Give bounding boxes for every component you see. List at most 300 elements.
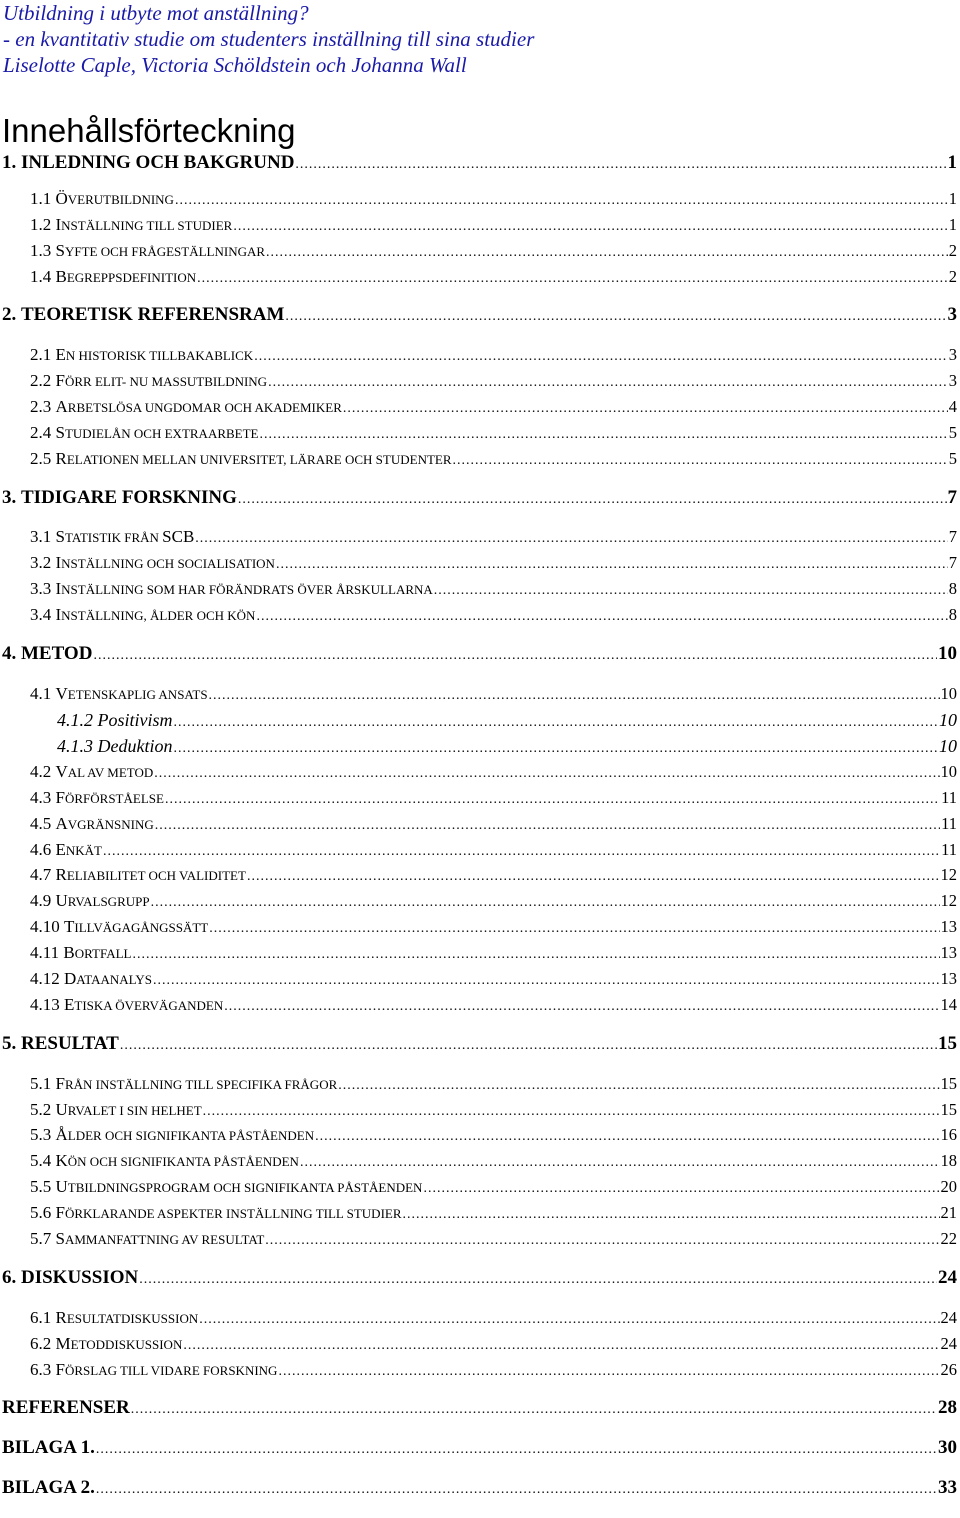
toc-entry-page: 18 xyxy=(940,1151,957,1170)
toc-entry-title xyxy=(30,812,154,837)
dot-leader xyxy=(403,1203,940,1227)
toc-entry-label: ÖN OCH SIGNIFIKANTA PÅSTÅENDEN xyxy=(67,1154,299,1169)
toc-entry[interactable] xyxy=(30,1306,957,1330)
dot-leader xyxy=(233,215,947,239)
dot-leader xyxy=(338,1074,939,1098)
toc-entry[interactable] xyxy=(2,642,957,666)
toc-entry-title xyxy=(57,708,173,732)
toc-entry-label: INLEDNING OCH BAKGRUND xyxy=(21,152,295,173)
toc-entry-title xyxy=(2,303,284,327)
toc-entry-number: 4.1.3 xyxy=(57,736,98,756)
toc-entry-initial: S xyxy=(55,241,65,260)
toc-entry-label: REFERENSER xyxy=(2,1397,130,1418)
dot-leader xyxy=(195,527,947,551)
toc-entry-number: 4.2 xyxy=(30,762,56,781)
toc-entry-initial: V xyxy=(55,762,68,781)
toc-entry-title xyxy=(30,447,452,472)
toc-entry-title xyxy=(30,760,153,785)
toc-entry-page: 11 xyxy=(941,788,957,807)
toc-entry-number: 1.1 xyxy=(30,189,56,208)
dot-leader xyxy=(165,788,940,812)
toc-entry-page: 16 xyxy=(940,1125,957,1144)
toc-entry[interactable] xyxy=(30,447,957,471)
toc-entry-title xyxy=(30,525,194,550)
toc-entry[interactable] xyxy=(30,1072,957,1096)
dot-leader xyxy=(183,1334,939,1358)
toc-entry-page: 5 xyxy=(948,449,957,468)
toc-entry-number: 1.4 xyxy=(30,267,56,286)
toc-entry-initial: F xyxy=(55,371,65,390)
toc-entry-title xyxy=(30,1123,314,1148)
dot-leader xyxy=(278,1360,939,1384)
toc-entry-title xyxy=(30,551,275,576)
toc-entry[interactable] xyxy=(30,369,957,393)
dot-leader xyxy=(254,345,948,369)
toc-entry-initial: M xyxy=(55,1334,71,1353)
toc-entry-number: 6.3 xyxy=(30,1360,56,1379)
toc-entry-page: 2 xyxy=(948,267,957,286)
toc-entry-initial: R xyxy=(55,449,67,468)
toc-entry-label: TBILDNINGSPROGRAM OCH SIGNIFIKANTA PÅSTÅENDEN xyxy=(67,1180,423,1195)
toc-entry-number: 4.5 xyxy=(30,814,56,833)
toc-entry-number: 4.1 xyxy=(30,684,56,703)
toc-entry-page: 7 xyxy=(948,527,957,546)
toc-entry-label: DISKUSSION xyxy=(21,1267,139,1288)
dot-leader xyxy=(434,579,948,603)
toc-entry-page: 22 xyxy=(940,1229,957,1248)
toc-entry-label: ELATIONEN MELLAN UNIVERSITET, LÄRARE OCH STUDENTER xyxy=(66,452,452,467)
toc-entry[interactable] xyxy=(30,1201,957,1225)
toc-entry-label: ORTFALL xyxy=(74,946,132,961)
toc-entry-page: 2 xyxy=(948,241,957,260)
toc-entry[interactable] xyxy=(30,603,957,627)
toc-title: Innehållsförteckning xyxy=(2,112,296,149)
toc-entry-page: 26 xyxy=(940,1360,957,1379)
toc-entry-number: 5.5 xyxy=(30,1177,56,1196)
toc-entry-title xyxy=(30,187,174,212)
toc-entry-label: TATISTIK FRÅN xyxy=(64,530,163,545)
dot-leader xyxy=(173,737,938,761)
toc-entry-label: ÖRKLARANDE ASPEKTER INSTÄLLNING TILL STUDIER xyxy=(64,1206,402,1221)
toc-entry-title xyxy=(2,486,237,510)
toc-entry-page: 24 xyxy=(940,1334,957,1353)
toc-entry-number: 5.2 xyxy=(30,1100,56,1119)
toc-entry-page: 11 xyxy=(941,840,957,859)
toc-entry-page: 10 xyxy=(938,643,957,664)
toc-entry[interactable] xyxy=(30,967,957,991)
toc-entry[interactable] xyxy=(30,760,957,784)
toc-entry[interactable] xyxy=(30,1227,957,1251)
toc-entry-label: TEORETISK REFERENSRAM xyxy=(21,304,285,325)
toc-entry-number: 4.12 xyxy=(30,969,64,988)
toc-entry-page: 15 xyxy=(940,1100,957,1119)
toc-entry-page: 8 xyxy=(948,579,957,598)
toc-entry-page: 13 xyxy=(940,943,957,962)
toc-entry-page: 10 xyxy=(940,684,957,703)
toc-entry-label: N HISTORISK TILLBAKABLICK xyxy=(65,348,254,363)
toc-entry-number: 1. xyxy=(2,152,21,173)
dot-leader xyxy=(256,605,947,629)
toc-entry[interactable] xyxy=(30,915,957,939)
dot-leader xyxy=(209,917,939,941)
toc-entry-number: 1.3 xyxy=(30,241,56,260)
toc-entry-label: TIDIGARE FORSKNING xyxy=(21,487,237,508)
toc-entry-label: NKÄT xyxy=(65,843,102,858)
toc-entry-label: VGRÄNSNING xyxy=(67,817,154,832)
toc-entry[interactable] xyxy=(30,1175,957,1199)
toc-entry-label: AMMANFATTNING AV RESULTAT xyxy=(64,1232,265,1247)
toc-entry[interactable] xyxy=(30,838,957,862)
toc-entry[interactable] xyxy=(30,187,957,211)
toc-entry-initial: S xyxy=(55,423,65,442)
toc-entry-title xyxy=(30,863,246,888)
toc-entry-label: ESULTATDISKUSSION xyxy=(66,1311,199,1326)
toc-entry-initial: S xyxy=(55,1229,65,1248)
toc-entry-initial: F xyxy=(55,1203,65,1222)
toc-entry-title xyxy=(30,1306,198,1331)
dot-leader xyxy=(132,943,939,967)
header-authors: Liselotte Caple, Victoria Schöldstein och Johanna Wall xyxy=(3,53,467,77)
toc-entry-page: 20 xyxy=(940,1177,957,1196)
toc-entry-title xyxy=(30,941,131,966)
toc-entry-initial: B xyxy=(55,267,67,286)
toc-entry-page: 13 xyxy=(940,917,957,936)
toc-entry[interactable] xyxy=(30,1098,957,1122)
toc-entry-number: 4.7 xyxy=(30,865,56,884)
toc-entry-title xyxy=(30,395,342,420)
dot-leader xyxy=(224,995,939,1019)
toc-entry[interactable] xyxy=(2,1032,957,1056)
toc-entry-page: 10 xyxy=(939,736,957,756)
toc-entry-page: 8 xyxy=(948,605,957,624)
toc-entry-initial: D xyxy=(64,969,77,988)
toc-entry-label: NSTÄLLNING TILL STUDIER xyxy=(61,218,233,233)
toc-entry[interactable] xyxy=(30,1123,957,1147)
toc-entry-title xyxy=(2,1032,119,1056)
toc-entry-number: 3.2 xyxy=(30,553,56,572)
toc-entry-label: ETODDISKUSSION xyxy=(70,1337,183,1352)
toc-entry-initial: Å xyxy=(55,1125,68,1144)
toc-entry-initial: F xyxy=(55,1074,65,1093)
toc-entry-label: Positivism xyxy=(97,710,173,730)
toc-entry-label-suffix: SCB xyxy=(162,527,195,546)
dot-leader xyxy=(96,1478,937,1502)
toc-entry-initial: E xyxy=(55,840,66,859)
toc-entry-page: 4 xyxy=(948,397,957,416)
toc-entry-page: 12 xyxy=(940,865,957,884)
toc-entry-label: YFTE OCH FRÅGESTÄLLNINGAR xyxy=(64,244,266,259)
toc-entry-page: 1 xyxy=(948,189,957,208)
toc-entry-initial: K xyxy=(55,1151,68,1170)
toc-entry-number: 3.3 xyxy=(30,579,56,598)
toc-entry-initial: F xyxy=(55,1360,65,1379)
toc-entry-number: 3. xyxy=(2,487,21,508)
dot-leader xyxy=(151,891,940,915)
toc-entry-page: 30 xyxy=(938,1437,957,1458)
toc-entry-page: 10 xyxy=(940,762,957,781)
toc-entry-number: 5. xyxy=(2,1033,21,1054)
toc-entry[interactable] xyxy=(30,551,957,575)
toc-entry-page: 15 xyxy=(940,1074,957,1093)
toc-entry[interactable] xyxy=(30,1358,957,1382)
dot-leader xyxy=(175,189,948,213)
toc-entry-number: 5.1 xyxy=(30,1074,56,1093)
dot-leader xyxy=(199,1308,939,1332)
dot-leader xyxy=(343,397,948,421)
toc-entry-label: NSTÄLLNING, ÅLDER OCH KÖN xyxy=(61,608,256,623)
toc-entry-title xyxy=(30,369,267,394)
toc-entry-number: 2. xyxy=(2,304,21,325)
dot-leader xyxy=(295,153,946,177)
dot-leader xyxy=(155,814,940,838)
dot-leader xyxy=(266,241,948,265)
toc-entry-title xyxy=(30,603,255,628)
toc-entry-initial: E xyxy=(64,995,75,1014)
dot-leader xyxy=(315,1125,939,1149)
toc-entry-initial: F xyxy=(55,788,65,807)
toc-entry[interactable] xyxy=(30,941,957,965)
dot-leader xyxy=(453,449,948,473)
toc-entry[interactable] xyxy=(2,1266,957,1290)
toc-entry[interactable] xyxy=(30,993,957,1017)
toc-entry-title xyxy=(30,239,265,264)
toc-entry-label: RBETSLÖSA UNGDOMAR OCH AKADEMIKER xyxy=(67,400,342,415)
toc-entry-title xyxy=(30,786,164,811)
dot-leader xyxy=(103,840,940,864)
toc-entry-initial: U xyxy=(55,1100,68,1119)
toc-entry-title xyxy=(30,1332,182,1357)
toc-entry-title xyxy=(30,682,208,707)
toc-entry-title xyxy=(30,838,102,863)
toc-entry-label: BILAGA 2. xyxy=(2,1477,95,1498)
toc-entry-page: 3 xyxy=(948,345,957,364)
dot-leader xyxy=(131,1398,937,1422)
toc-entry-number: 6.1 xyxy=(30,1308,56,1327)
dot-leader xyxy=(153,969,940,993)
toc-entry-title xyxy=(30,1072,337,1097)
dot-leader xyxy=(93,644,937,668)
dot-leader xyxy=(268,371,948,395)
dot-leader xyxy=(260,423,948,447)
toc-entry-initial: E xyxy=(55,345,66,364)
toc-entry-initial: I xyxy=(55,553,62,572)
toc-entry[interactable] xyxy=(30,812,957,836)
toc-entry-title xyxy=(30,1175,422,1200)
toc-entry[interactable] xyxy=(30,786,957,810)
toc-entry[interactable] xyxy=(30,682,957,706)
toc-entry-label: TUDIELÅN OCH EXTRAARBETE xyxy=(64,426,259,441)
toc-entry-page: 21 xyxy=(940,1203,957,1222)
toc-entry-number: 2.2 xyxy=(30,371,56,390)
toc-entry-label: ELIABILITET OCH VALIDITET xyxy=(66,868,246,883)
toc-entry-initial: T xyxy=(64,917,75,936)
toc-entry[interactable] xyxy=(30,421,957,445)
toc-entry-number: 6. xyxy=(2,1267,21,1288)
toc-entry-page: 1 xyxy=(947,152,957,173)
toc-entry-page: 11 xyxy=(941,814,957,833)
toc-entry-label: RVALET I SIN HELHET xyxy=(67,1103,202,1118)
toc-entry-initial: R xyxy=(55,1308,67,1327)
toc-entry-number: 2.5 xyxy=(30,449,56,468)
toc-entry[interactable] xyxy=(30,213,957,237)
toc-entry-initial: Ö xyxy=(55,189,68,208)
toc-entry-page: 10 xyxy=(939,710,957,730)
toc-entry-page: 5 xyxy=(948,423,957,442)
dot-leader xyxy=(203,1100,940,1124)
toc-entry-page: 24 xyxy=(940,1308,957,1327)
toc-entry-title xyxy=(30,343,253,368)
toc-entry-title xyxy=(2,151,294,175)
toc-entry[interactable] xyxy=(57,708,957,732)
toc-entry-title xyxy=(30,967,152,992)
toc-entry-label: ÖRFÖRSTÅELSE xyxy=(64,791,164,806)
toc-entry-label: ÖRSLAG TILL VIDARE FORSKNING xyxy=(64,1363,278,1378)
toc-entry-page: 12 xyxy=(940,891,957,910)
toc-entry-label: ETENSKAPLIG ANSATS xyxy=(67,687,208,702)
toc-entry-number: 5.4 xyxy=(30,1151,56,1170)
toc-entry-title xyxy=(2,642,92,666)
toc-entry-page: 3 xyxy=(948,371,957,390)
toc-entry-number: 3.1 xyxy=(30,527,56,546)
toc-entry[interactable] xyxy=(30,395,957,419)
toc-entry-title xyxy=(2,1436,95,1460)
toc-entry-initial: A xyxy=(55,397,68,416)
toc-entry-number: 1.2 xyxy=(30,215,56,234)
toc-entry-page: 15 xyxy=(938,1033,957,1054)
dot-leader xyxy=(247,865,940,889)
toc-entry-title xyxy=(30,915,208,940)
toc-entry-label: BILAGA 1. xyxy=(2,1437,95,1458)
toc-entry-number: 2.1 xyxy=(30,345,56,364)
dot-leader xyxy=(265,1229,939,1253)
toc-entry-page: 7 xyxy=(948,553,957,572)
toc-entry-label: EGREPPSDEFINITION xyxy=(66,270,197,285)
toc-entry[interactable] xyxy=(30,1332,957,1356)
toc-entry-label: RVALSGRUPP xyxy=(67,894,150,909)
toc-entry-title xyxy=(30,1227,264,1252)
toc-entry-title xyxy=(2,1266,138,1290)
dot-leader xyxy=(197,267,948,291)
dot-leader xyxy=(120,1034,937,1058)
toc-entry-title xyxy=(30,993,223,1018)
toc-entry-label: ATAANALYS xyxy=(76,972,152,987)
toc-entry-page: 24 xyxy=(938,1267,957,1288)
toc-entry-initial: I xyxy=(55,579,62,598)
toc-entry-initial: U xyxy=(55,1177,68,1196)
header-subtitle: - en kvantitativ studie om studenters inställning till sina studier xyxy=(3,27,535,51)
toc-entry[interactable] xyxy=(30,577,957,601)
toc-entry-title xyxy=(30,213,232,238)
header-title: Utbildning i utbyte mot anställning? xyxy=(3,1,309,25)
toc-entry[interactable] xyxy=(2,151,957,175)
toc-entry-page: 28 xyxy=(938,1397,957,1418)
dot-leader xyxy=(139,1268,937,1292)
dot-leader xyxy=(285,305,946,329)
toc-entry-number: 6.2 xyxy=(30,1334,56,1353)
toc-entry-initial: V xyxy=(55,684,68,703)
toc-entry[interactable] xyxy=(2,1476,957,1500)
toc-entry-number: 3.4 xyxy=(30,605,56,624)
toc-entry[interactable] xyxy=(57,734,957,758)
toc-entry-title xyxy=(30,577,433,602)
toc-entry-label: RESULTAT xyxy=(21,1033,119,1054)
toc-entry[interactable] xyxy=(2,486,957,510)
toc-entry-page: 7 xyxy=(947,487,957,508)
toc-entry-initial: R xyxy=(55,865,67,884)
toc-entry-label: LDER OCH SIGNIFIKANTA PÅSTÅENDEN xyxy=(67,1128,315,1143)
toc-entry-number: 4.3 xyxy=(30,788,56,807)
toc-entry-title xyxy=(30,1201,402,1226)
toc-entry[interactable] xyxy=(30,525,957,549)
toc-entry-title xyxy=(30,421,259,446)
toc-entry-page: 33 xyxy=(938,1477,957,1498)
dot-leader xyxy=(300,1151,940,1175)
toc-entry-page: 1 xyxy=(948,215,957,234)
dot-leader xyxy=(423,1177,939,1201)
toc-entry-title xyxy=(2,1396,130,1420)
toc-entry-title xyxy=(30,265,196,290)
toc-entry-title xyxy=(57,734,172,758)
toc-entry[interactable] xyxy=(2,1396,957,1420)
toc-entry-number: 4.11 xyxy=(30,943,64,962)
toc-entry-initial: S xyxy=(55,527,65,546)
toc-entry-number: 4.13 xyxy=(30,995,64,1014)
dot-leader xyxy=(209,684,940,708)
toc-entry-number: 5.6 xyxy=(30,1203,56,1222)
toc-entry[interactable] xyxy=(30,863,957,887)
toc-entry-label: TISKA ÖVERVÄGANDEN xyxy=(74,998,224,1013)
toc-entry-page: 3 xyxy=(947,304,957,325)
dot-leader xyxy=(174,711,939,735)
toc-entry[interactable] xyxy=(30,889,957,913)
toc-entry-label: AL AV METOD xyxy=(67,765,154,780)
toc-entry-label: NSTÄLLNING SOM HAR FÖRÄNDRATS ÖVER ÅRSKULLARNA xyxy=(61,582,433,597)
toc-entry[interactable] xyxy=(30,239,957,263)
dot-leader xyxy=(154,762,939,786)
toc-entry-title xyxy=(30,1098,202,1123)
toc-entry-label: Deduktion xyxy=(97,736,173,756)
toc-entry-number: 2.3 xyxy=(30,397,56,416)
toc-entry[interactable] xyxy=(30,343,957,367)
toc-entry-initial: A xyxy=(55,814,68,833)
toc-entry[interactable] xyxy=(2,303,957,327)
toc-entry-number: 2.4 xyxy=(30,423,56,442)
toc-entry[interactable] xyxy=(30,1149,957,1173)
toc-entry-title xyxy=(30,1149,299,1174)
toc-entry-label: NSTÄLLNING OCH SOCIALISATION xyxy=(61,556,275,571)
toc-entry[interactable] xyxy=(2,1436,957,1460)
toc-entry-number: 4.1.2 xyxy=(57,710,98,730)
toc-entry-initial: U xyxy=(55,891,68,910)
toc-entry-page: 14 xyxy=(940,995,957,1014)
toc-entry-initial: I xyxy=(55,605,62,624)
toc-entry-label: RÅN INSTÄLLNING TILL SPECIFIKA FRÅGOR xyxy=(64,1077,338,1092)
dot-leader xyxy=(96,1438,937,1462)
toc-entry-initial: B xyxy=(63,943,75,962)
toc-entry-label: METOD xyxy=(21,643,93,664)
toc-entry-title xyxy=(2,1476,95,1500)
toc-entry-number: 4.10 xyxy=(30,917,64,936)
toc-entry-number: 4. xyxy=(2,643,21,664)
toc-entry-number: 4.9 xyxy=(30,891,56,910)
toc-entry-title xyxy=(30,889,150,914)
toc-entry-number: 4.6 xyxy=(30,840,56,859)
toc-entry-title xyxy=(30,1358,277,1383)
toc-entry-page: 13 xyxy=(940,969,957,988)
toc-entry-number: 5.7 xyxy=(30,1229,56,1248)
toc-entry-label: ÖRR ELIT- NU MASSUTBILDNING xyxy=(64,374,268,389)
toc-entry[interactable] xyxy=(30,265,957,289)
